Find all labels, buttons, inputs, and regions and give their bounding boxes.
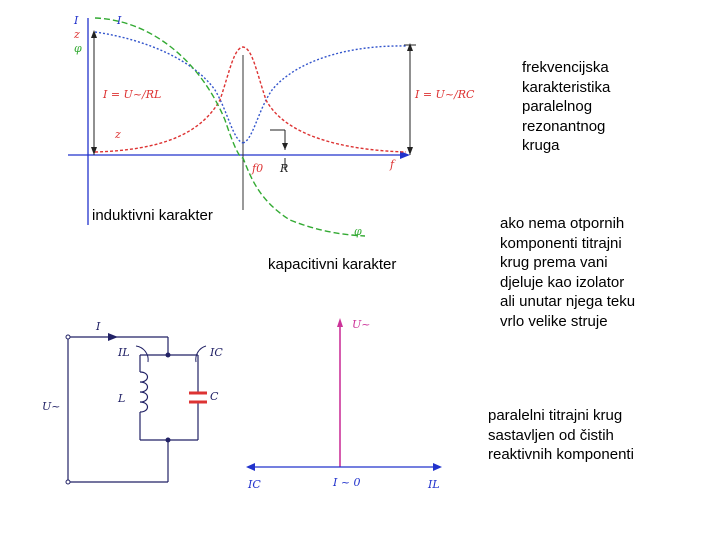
parallel-circuit-note: paralelni titrajni krug sastavljen od čistih reaktivnih komponenti — [488, 407, 634, 463]
no-resistive-note: ako nema otpornih komponenti titrajni krug prema vani djeluje kao izolator ali unutar njega teku vrlo velike struje — [500, 215, 636, 330]
label-f: f — [390, 158, 395, 171]
y-label-phi: φ — [74, 42, 82, 55]
label-r: R — [280, 162, 289, 175]
y-label-i: I — [74, 14, 79, 27]
circuit-label-c: C — [210, 390, 219, 403]
top-label-i: I — [117, 14, 122, 27]
equation-ic: I = U~/RC — [415, 88, 475, 101]
circuit-label-il: IL — [118, 346, 130, 359]
phasor-label-u: U~ — [352, 318, 371, 331]
circuit-label-i: I — [96, 320, 101, 333]
y-label-z: z — [74, 28, 80, 41]
phasor-label-i0: I ~ 0 — [333, 476, 361, 489]
current-arrow-ic — [196, 346, 206, 362]
node-bottom — [166, 438, 171, 443]
parallel-lc-circuit — [68, 337, 198, 482]
label-phi-curve: φ — [354, 225, 362, 238]
phasor-label-il: IL — [428, 478, 440, 491]
current-arrow-top — [108, 333, 118, 341]
curve-label-z: z — [115, 128, 121, 141]
current-curve-capacitive — [243, 46, 406, 143]
current-arrow-il — [136, 346, 148, 362]
inductive-character-label: induktivni karakter — [92, 207, 213, 224]
phase-curve — [95, 18, 365, 236]
circuit-label-l: L — [118, 392, 126, 405]
equation-il: I = U~/RL — [103, 88, 162, 101]
label-f0: f0 — [252, 162, 264, 175]
circuit-label-u: U~ — [42, 400, 61, 413]
capacitive-character-label: kapacitivni karakter — [268, 256, 397, 273]
circuit-label-ic: IC — [210, 346, 223, 359]
phasor-label-ic: IC — [248, 478, 261, 491]
graph-title: frekvencijska karakteristika paralelnog rezonantnog kruga — [522, 59, 611, 154]
node-top — [166, 353, 171, 358]
